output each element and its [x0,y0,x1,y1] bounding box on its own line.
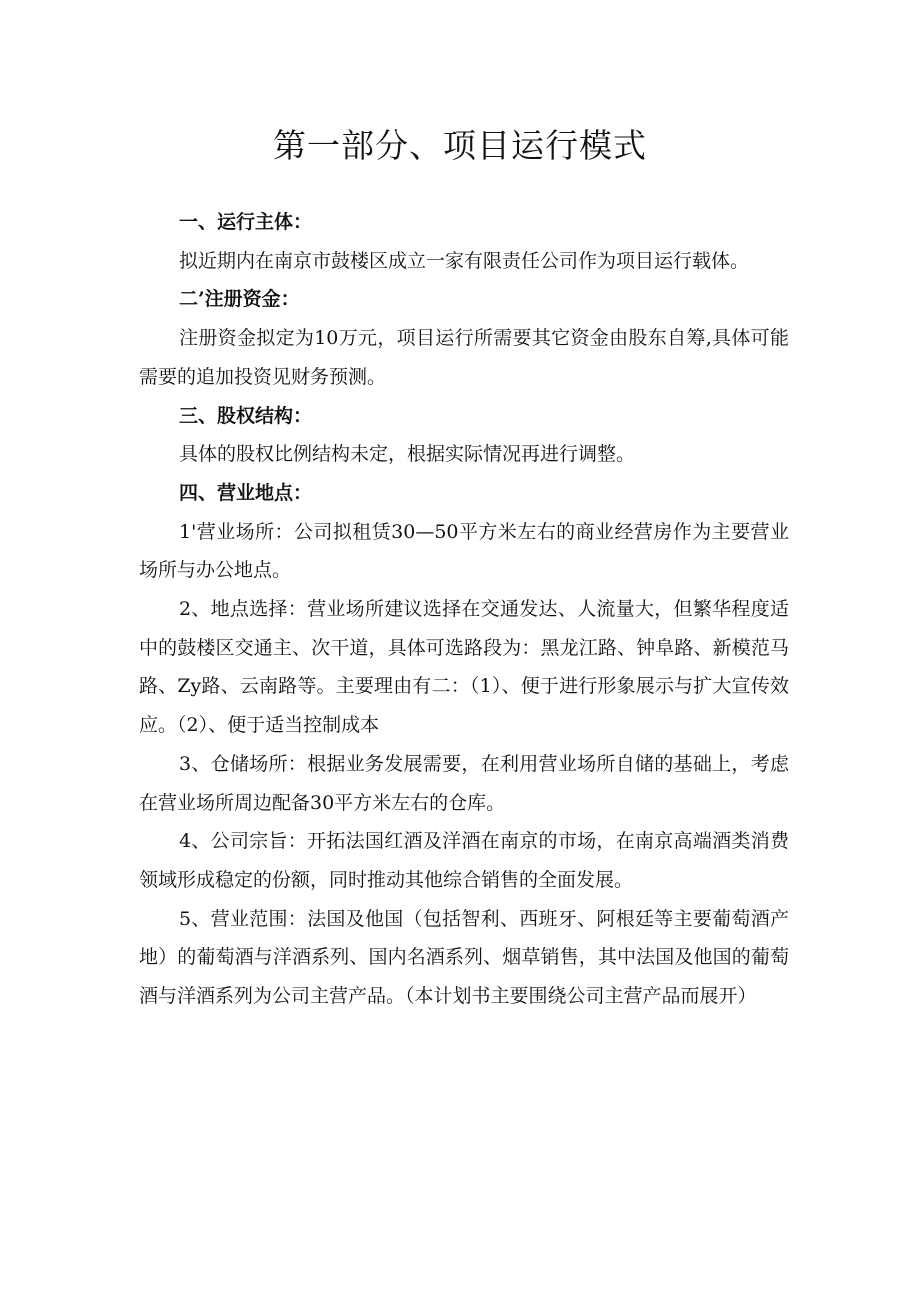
section-heading-operating-entity: 一、运行主体： [179,211,313,233]
section-heading-registered-capital: 二’注册资金： [179,288,300,311]
document-body [139,203,789,1016]
section-heading-equity-structure: 三、股权结构： [179,404,313,427]
paragraph-company-purpose: 4、公司宗旨：开拓法国红酒及洋酒在南京的市场，在南京高端酒类消费领域形成稳定的份额，同时推动其他综合销售的全面发展。 [139,830,789,891]
paragraph-business-scope: 5、营业范围：法国及他国（包括智利、西班牙、阿根廷等主要葡萄酒产地）的葡萄酒与洋酒系列、国内名酒系列、烟草销售，其中法国及他国的葡萄酒与洋酒系列为公司主营产品。（本计划书主要围绕公司主营产品而展开） [139,907,789,1008]
paragraph-registered-capital: 注册资金拟定为10万元，项目运行所需要其它资金由股东自筹,具体可能需要的追加投资见财务预测。 [139,327,789,388]
section-heading-business-location: 四、营业地点： [179,481,313,504]
paragraph-business-premises: 1'营业场所：公司拟租赁30—50平方米左右的商业经营房作为主要营业场所与办公地点。 [139,520,789,582]
paragraph-site-selection: 2、地点选择：营业场所建议选择在交通发达、人流量大，但繁华程度适中的鼓楼区交通主、次干道，具体可选路段为：黑龙江路、钟阜路、新模范马路、Zy路、云南路等。主要理由有二：（1）、便于进行形象展示与扩大宣传效应。（2）、便于适当控制成本 [139,598,789,737]
paragraph-operating-entity: 拟近期内在南京市鼓楼区成立一家有限责任公司作为项目运行载体。 [179,249,750,272]
paragraph-equity-structure: 具体的股权比例结构未定，根据实际情况再进行调整。 [179,443,636,466]
paragraph-storage-premises: 3、仓储场所：根据业务发展需要，在利用营业场所自储的基础上，考虑在营业场所周边配备30平方米左右的仓库。 [139,752,789,814]
page-title: 第一部分、项目运行模式 [273,126,647,165]
